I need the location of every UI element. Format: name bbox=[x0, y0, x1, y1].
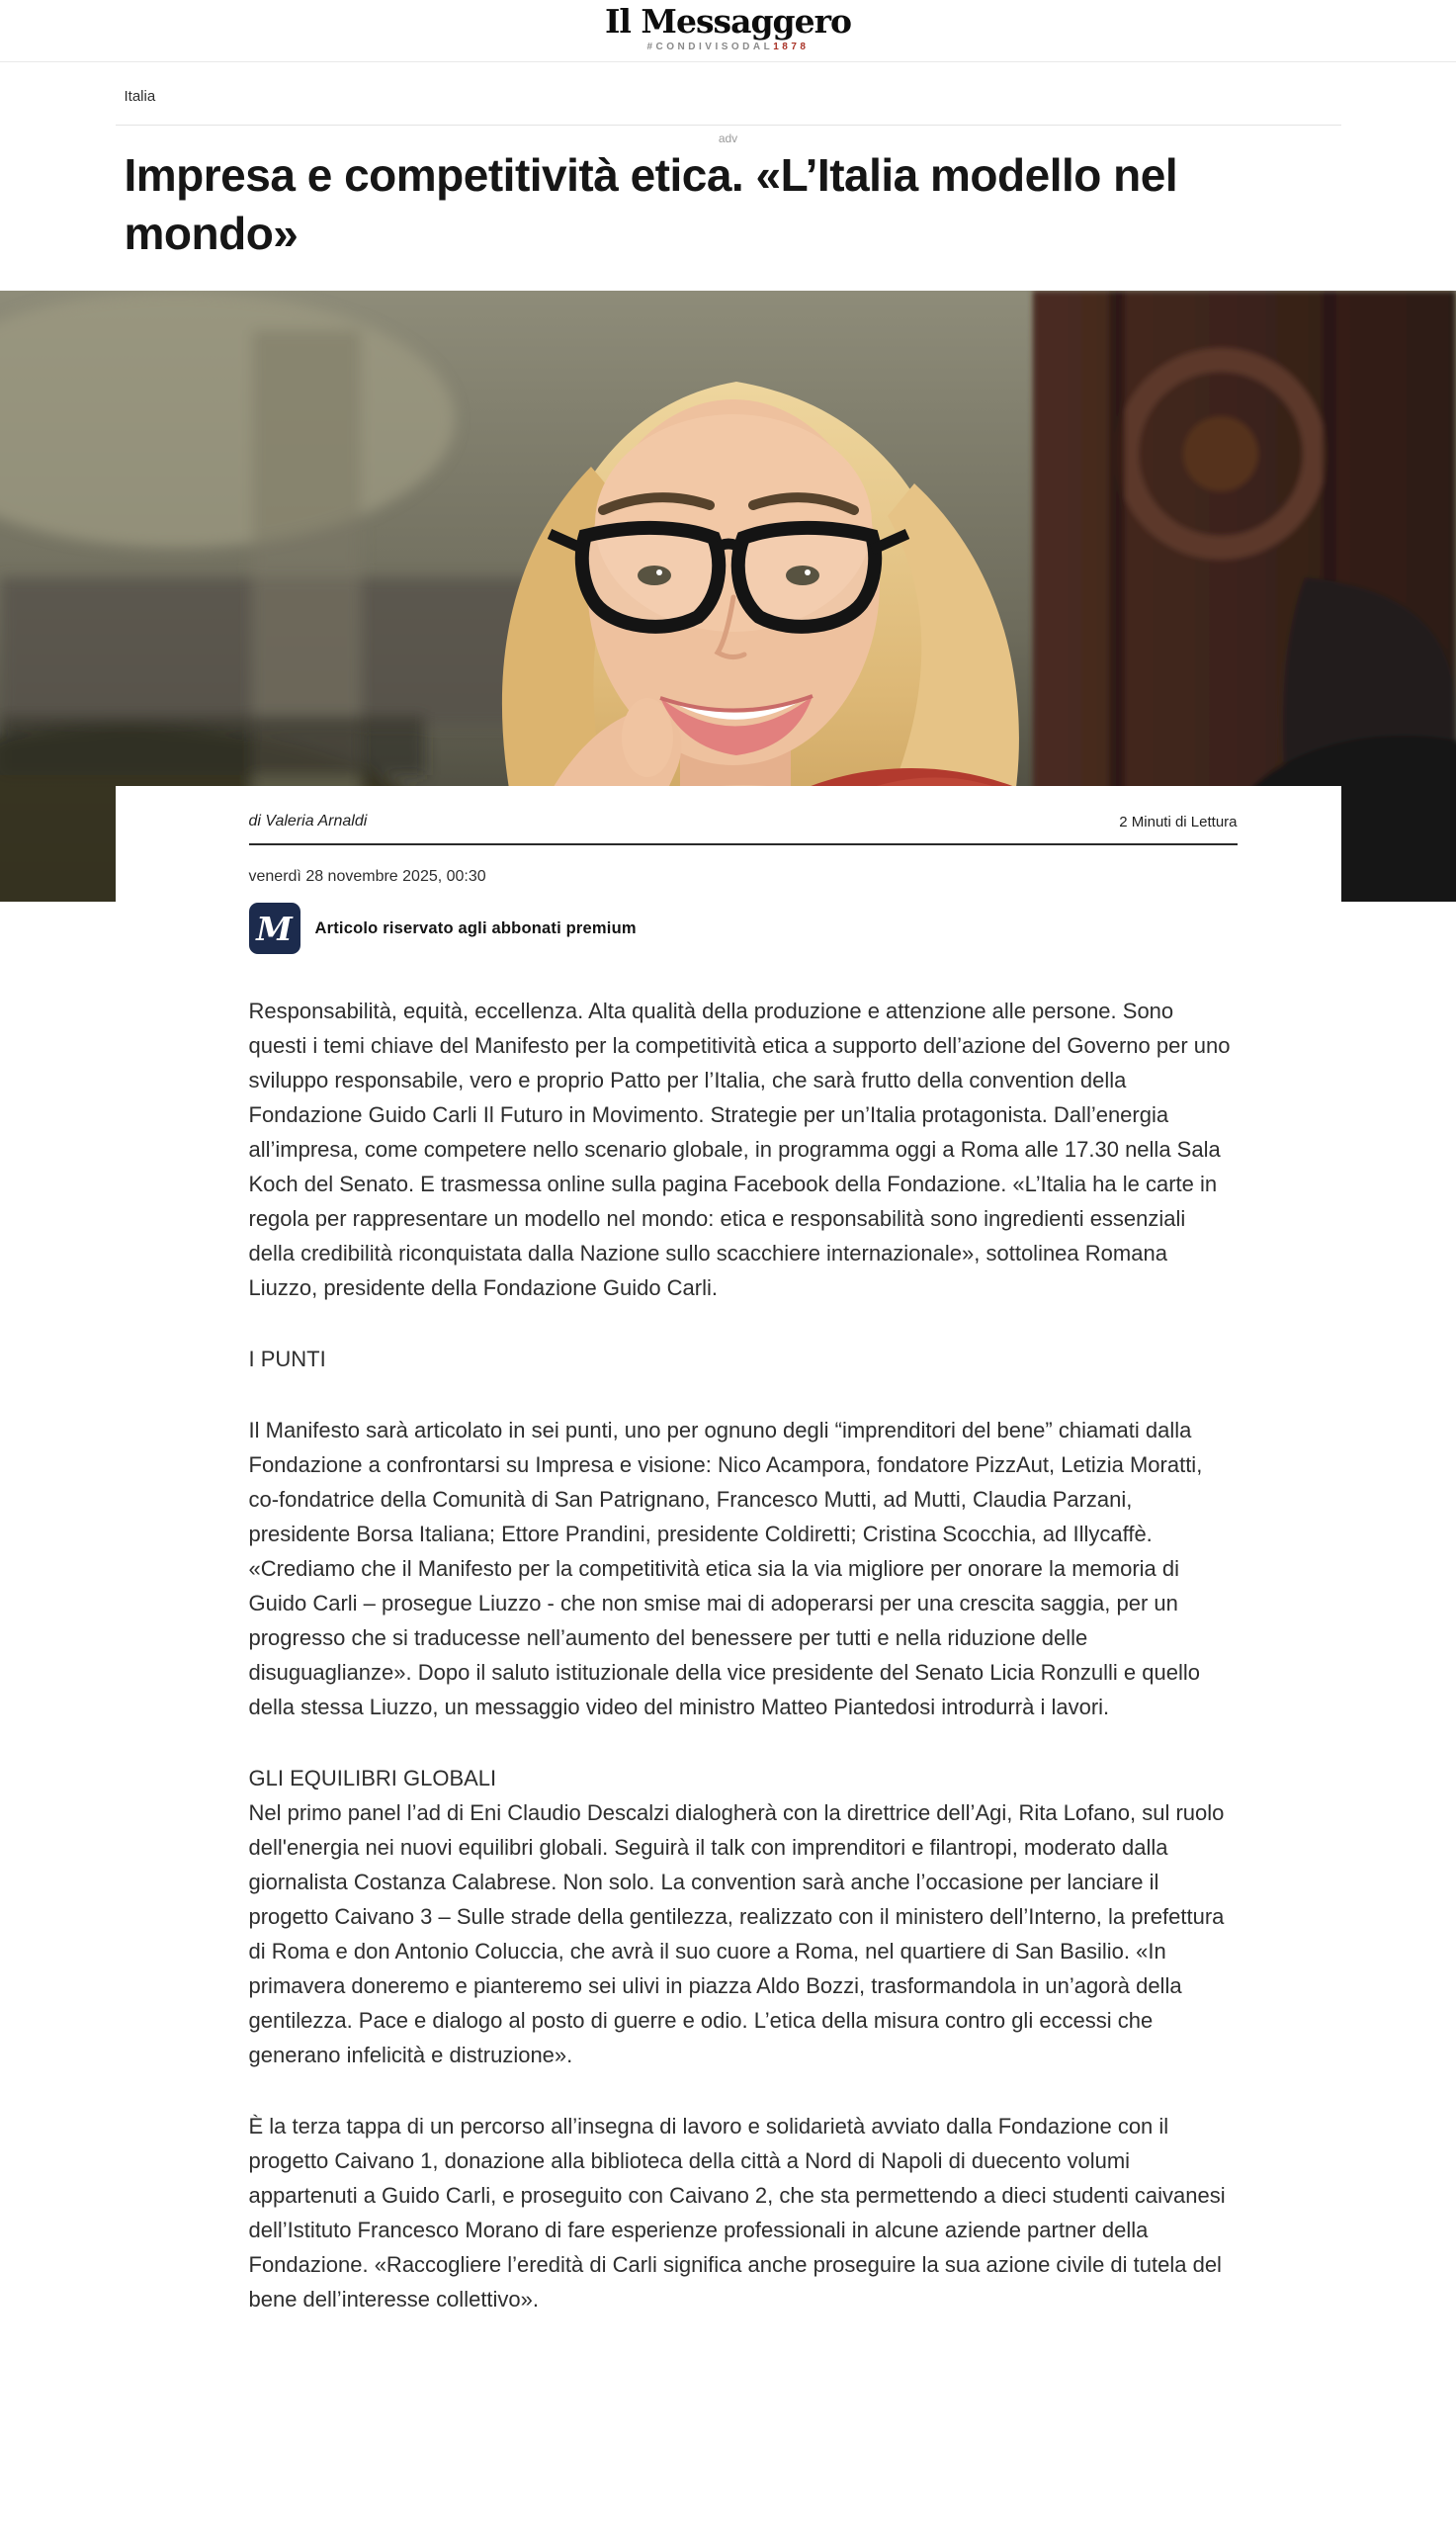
article-paragraph: È la terza tappa di un percorso all’insegna di lavoro e solidarietà avviato dalla Fondazione con il progetto Caivano 1, donazione alla biblioteca della città a Nord di Napoli di duecento volumi appartenuti a Guido Carli, e proseguito con Caivano 2, che sta permettendo a dieci studenti caivanesi dell’Istituto Francesco Morano di fare esperienze professionali in alcune aziende partner della Fondazione. «Raccogliere l’eredità di Carli significa anche proseguire la sua azione civile di tutela del bene dell’interesse collettivo». bbox=[248, 2114, 1226, 2313]
premium-badge bbox=[249, 903, 1238, 954]
breadcrumb bbox=[116, 62, 1341, 105]
article-byline[interactable]: di Valeria Arnaldi bbox=[248, 813, 368, 830]
tagline-prefix: #CONDIVISODAL bbox=[646, 41, 774, 52]
article-paragraph: Il Manifesto sarà articolato in sei punti, uno per ognuno degli “imprenditori del bene” chiamati dalla Fondazione a confrontarsi su Impresa e visione: Nico Acampora, fondatore PizzAut, Letizia Moratti, co-fondatrice della Comunità di San Patrignano, Francesco Mutti, ad Mutti, Claudia Parzani, presidente Borsa Italiana; Ettore Prandini, presidente Coldiretti; Cristina Scocchia, ad Illycaffè. «Crediamo che il Manifesto per la competitività etica sia la via migliore per onorare la memoria di Guido Carli – prosegue Liuzzo - che non smise mai di adoperarsi per una crescita saggia, per un progresso che si traducesse nell’aumento del benessere per tutti e nella riduzione delle disuguaglianze». Dopo il saluto istituzionale della vice presidente del Senato Licia Ronzulli e quello della stessa Liuzzo, un messaggio video del ministro Matteo Piantedosi introdurrà i lavori. bbox=[248, 1418, 1203, 1720]
article-body bbox=[249, 994, 1238, 2316]
byline-divider bbox=[249, 843, 1238, 845]
article-paragraph: GLI EQUILIBRI GLOBALI Nel primo panel l’ad di Eni Claudio Descalzi dialogherà con la direttrice dell’Agi, Rita Lofano, sul ruolo dell'energia nei nuovi equilibri globali. Seguirà il talk con imprenditori e filantropi, moderato dalla giornalista Costanza Calabrese. Non solo. La convention sarà anche l’occasione per lanciare il progetto Caivano 3 – Sulle strade della gentilezza, realizzato con il ministero dell’Interno, la prefettura di Roma e don Antonio Coluccia, che avrà il suo cuore a Roma, nel quartiere di San Basilio. «In primavera doneremo e pianteremo sei ulivi in piazza Aldo Bozzi, trasformandola in un’agorà della gentilezza. Pace e dialogo al posto di guerre e odio. L’etica della misura contro gli eccessi che generano infelicità e distruzione». bbox=[248, 1766, 1225, 2068]
premium-badge-label: Articolo riservato agli abbonati premium bbox=[314, 918, 637, 937]
article-title: Impresa e competitività etica. «L’Italia modello nel mondo» bbox=[124, 148, 1178, 260]
article-header bbox=[116, 62, 1341, 265]
breadcrumb-divider bbox=[116, 125, 1341, 126]
section-heading: I PUNTI bbox=[248, 1347, 326, 1372]
site-logo[interactable]: Il Messaggero bbox=[604, 2, 852, 41]
m-letter: M bbox=[256, 909, 293, 948]
breadcrumb-italia[interactable]: Italia bbox=[124, 87, 156, 105]
reading-time: 2 Minuti di Lettura bbox=[1119, 814, 1238, 831]
article-date: venerdì 28 novembre 2025, 00:30 bbox=[248, 868, 486, 886]
byline-row bbox=[249, 813, 1238, 830]
site-header bbox=[0, 0, 1456, 62]
article-card bbox=[116, 786, 1341, 2358]
tagline-year: 1878 bbox=[773, 41, 810, 52]
article-paragraph: Responsabilità, equità, eccellenza. Alta qualità della produzione e attenzione alle persone. Sono questi i temi chiave del Manifesto per la competitività etica a supporto dell’azione del Governo per uno sviluppo responsabile, vero e proprio Patto per l’Italia, che sarà frutto della convention della Fondazione Guido Carli Il Futuro in Movimento. Strategie per un’Italia protagonista. Dall’energia all’impresa, come competere nello scenario globale, in programma oggi a Roma alle 17.30 nella Sala Koch del Senato. E trasmessa online sulla pagina Facebook della Fondazione. «L’Italia ha le carte in regola per rappresentare un modello nel mondo: etica e responsabilità sono ingredienti essenziali della credibilità riconquistata dalla Nazione sullo scacchiere internazionale», sottolinea Romana Liuzzo, presidente della Fondazione Guido Carli. bbox=[248, 999, 1231, 1301]
messaggero-m-icon bbox=[249, 903, 300, 954]
adv-label: adv bbox=[718, 131, 738, 145]
inline-section-heading: GLI EQUILIBRI GLOBALI bbox=[248, 1766, 497, 1791]
site-tagline bbox=[0, 42, 1456, 52]
